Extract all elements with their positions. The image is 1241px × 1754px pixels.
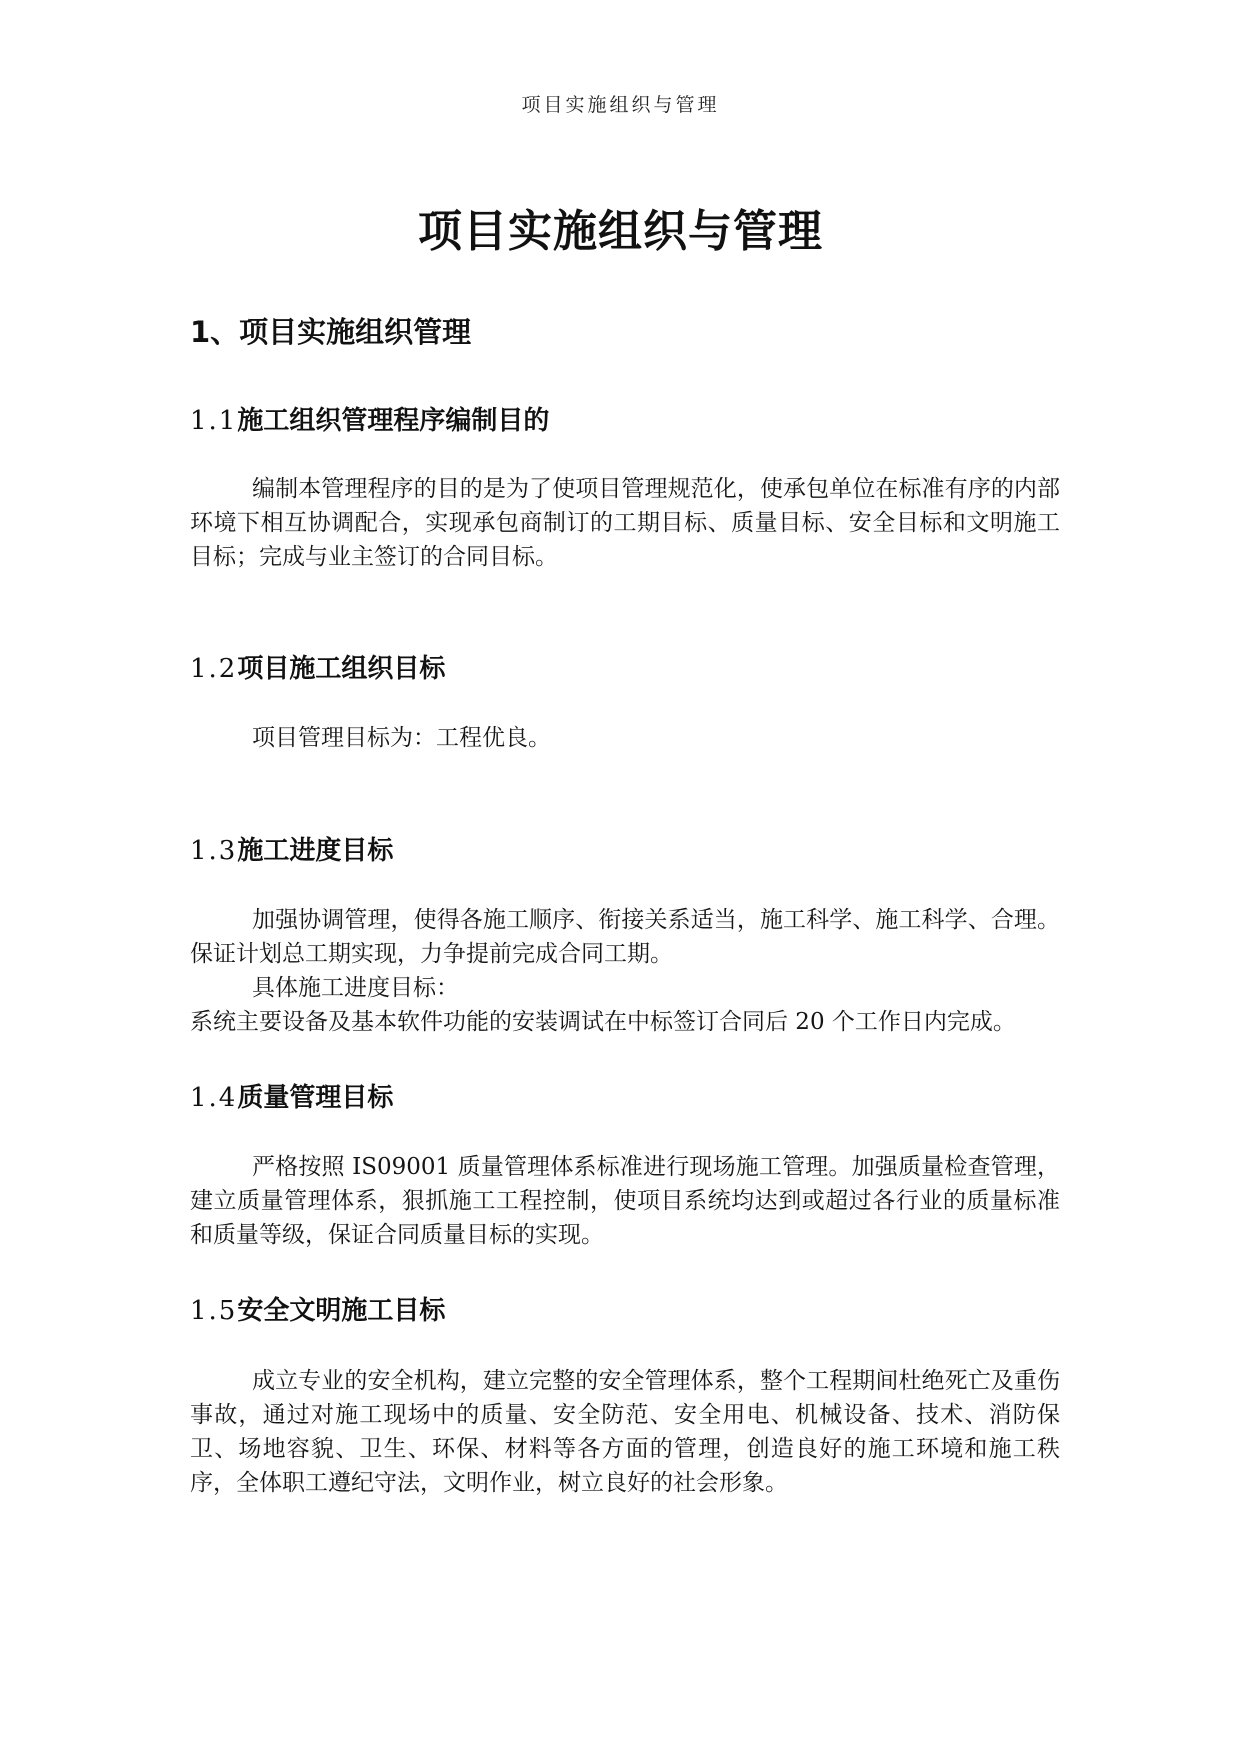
section-title: 安全文明施工目标 [237, 1296, 446, 1326]
section-1-3-heading [190, 830, 393, 867]
document-title: 项目实施组织与管理 [418, 206, 823, 257]
section-title: 施工组织管理程序编制目的 [237, 406, 550, 436]
section-1-5-body: 成立专业的安全机构，建立完整的安全管理体系，整个工程期间杜绝死亡及重伤事故，通过对施工现场中的质量、安全防范、安全用电、机械设备、技术、消防保卫、场地容貌、卫生、环保、材料等各方面的管理，创造良好的施工环境和施工秩序，全体职工遵纪守法，文明作业，树立良好的社会形象。 [190, 1368, 1060, 1496]
section-title: 项目施工组织目标 [237, 654, 446, 684]
section-1-2-body: 项目管理目标为：工程优良。 [252, 725, 551, 751]
running-header: 项目实施组织与管理 [521, 94, 720, 116]
section-number: 1.5 [190, 1296, 238, 1326]
section-title: 质量管理目标 [237, 1083, 394, 1113]
section-1-1-heading [190, 400, 549, 437]
section-number: 1.4 [190, 1083, 238, 1113]
section-1-1-body: 编制本管理程序的目的是为了使项目管理规范化，使承包单位在标准有序的内部环境下相互协调配合，实现承包商制订的工期目标、质量目标、安全目标和文明施工目标；完成与业主签订的合同目标。 [190, 476, 1060, 570]
section-1-4-body: 严格按照 IS09001 质量管理体系标准进行现场施工管理。加强质量检查管理，建立质量管理体系，狠抓施工工程控制，使项目系统均达到或超过各行业的质量标准和质量等级，保证合同质量目标的实现。 [190, 1154, 1060, 1248]
section-1-2-heading [190, 648, 445, 685]
section-1-heading: 1、项目实施组织管理 [190, 315, 472, 349]
section-number: 1.2 [190, 654, 238, 684]
section-number: 1.1 [190, 406, 238, 436]
section-1-3-sub-label: 具体施工进度目标： [252, 975, 459, 1001]
section-1-4-heading [190, 1077, 393, 1114]
section-title: 施工进度目标 [237, 836, 394, 866]
section-1-5-heading [190, 1290, 445, 1327]
section-1-3-detail: 系统主要设备及基本软件功能的安装调试在中标签订合同后 20 个工作日内完成。 [190, 1009, 1016, 1035]
section-number: 1.3 [190, 836, 238, 866]
section-1-3-body: 加强协调管理，使得各施工顺序、衔接关系适当，施工科学、施工科学、合理。保证计划总工期实现，力争提前完成合同工期。 [190, 907, 1060, 967]
